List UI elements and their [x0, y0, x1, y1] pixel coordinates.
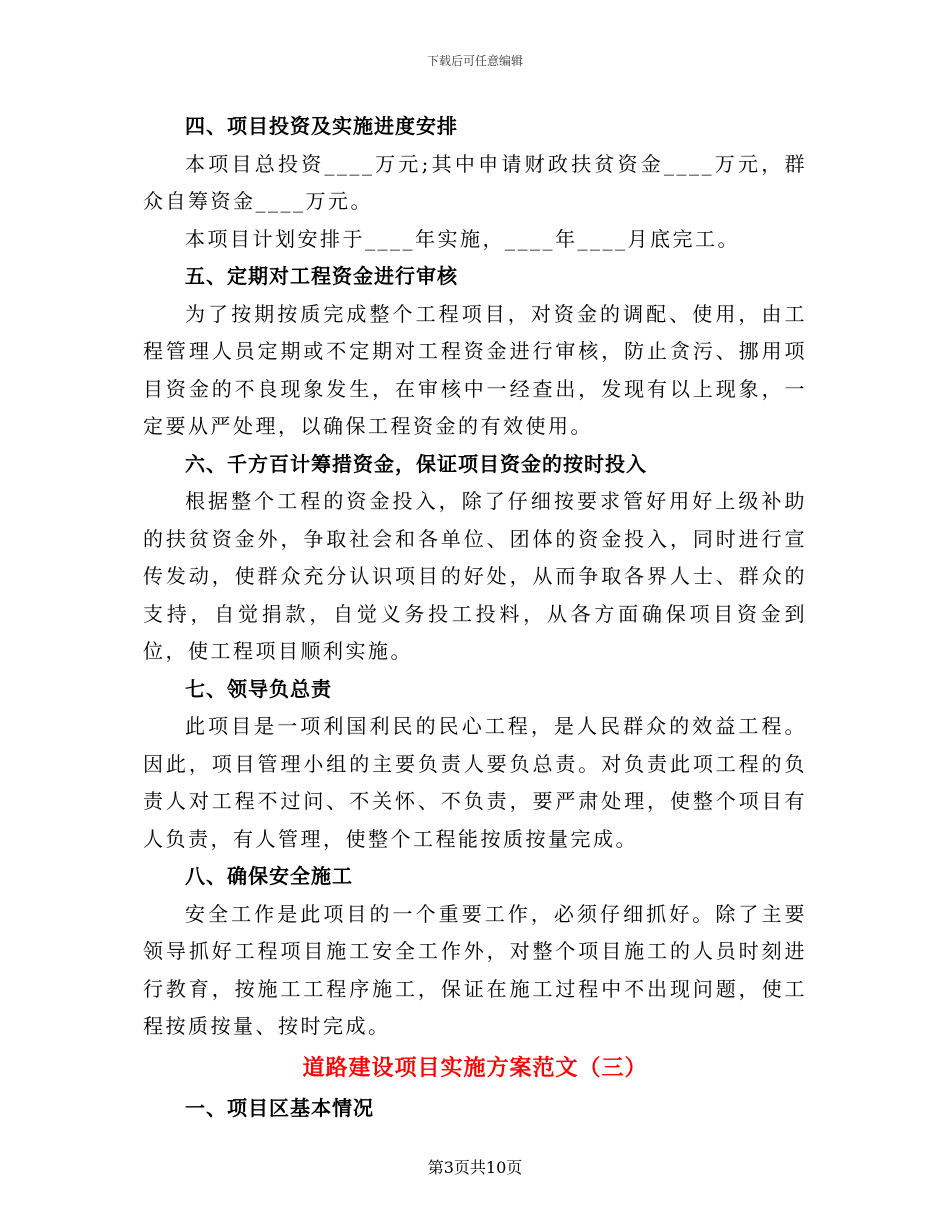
- section-heading: 四、项目投资及实施进度安排: [185, 114, 458, 138]
- paragraph: 本项目总投资____万元;其中申请财政扶贫资金____万元，群众自筹资金____万元。: [143, 151, 807, 213]
- document-title: 道路建设项目实施方案范文（三）: [302, 1054, 648, 1081]
- section-heading: 一、项目区基本情况: [185, 1095, 374, 1120]
- section-heading: 八、确保安全施工: [185, 864, 353, 888]
- section-heading: 五、定期对工程资金进行审核: [185, 264, 458, 288]
- paragraph: 本项目计划安排于____年实施，____年____月底完工。: [185, 226, 740, 251]
- page-footer: 第3页共10页: [427, 1158, 523, 1177]
- paragraph: 根据整个工程的资金投入，除了仔细按要求管好用好上级补助的扶贫资金外，争取社会和各单位、团体的资金投入，同时进行宣传发动，使群众充分认识项目的好处，从而争取各界人士、群众的支持，自觉捐款，自觉义务投工投料，从各方面确保项目资金到位，使工程项目顺利实施。: [143, 489, 807, 663]
- page-header: 下载后可任意编辑: [426, 54, 523, 68]
- section-heading: 七、领导负总责: [185, 676, 332, 701]
- document-body: [143, 108, 807, 1127]
- section-heading: 六、千方百计筹措资金，保证项目资金的按时投入: [185, 451, 647, 476]
- paragraph: 安全工作是此项目的一个重要工作，必须仔细抓好。除了主要领导抓好工程项目施工安全工作外，对整个项目施工的人员时刻进行教育，按施工工程序施工，保证在施工过程中不出现问题，使工程按质按量、按时完成。: [143, 901, 807, 1038]
- paragraph: 此项目是一项利国利民的民心工程，是人民群众的效益工程。因此，项目管理小组的主要负责人要负总责。对负责此项工程的负责人对工程不过问、不关怀、不负责，要严肃处理，使整个项目有人负责，有人管理，使整个工程能按质按量完成。: [143, 714, 807, 851]
- paragraph: 为了按期按质完成整个工程项目，对资金的调配、使用，由工程管理人员定期或不定期对工程资金进行审核，防止贪污、挪用项目资金的不良现象发生，在审核中一经查出，发现有以上现象，一定要从严处理，以确保工程资金的有效使用。: [143, 301, 807, 438]
